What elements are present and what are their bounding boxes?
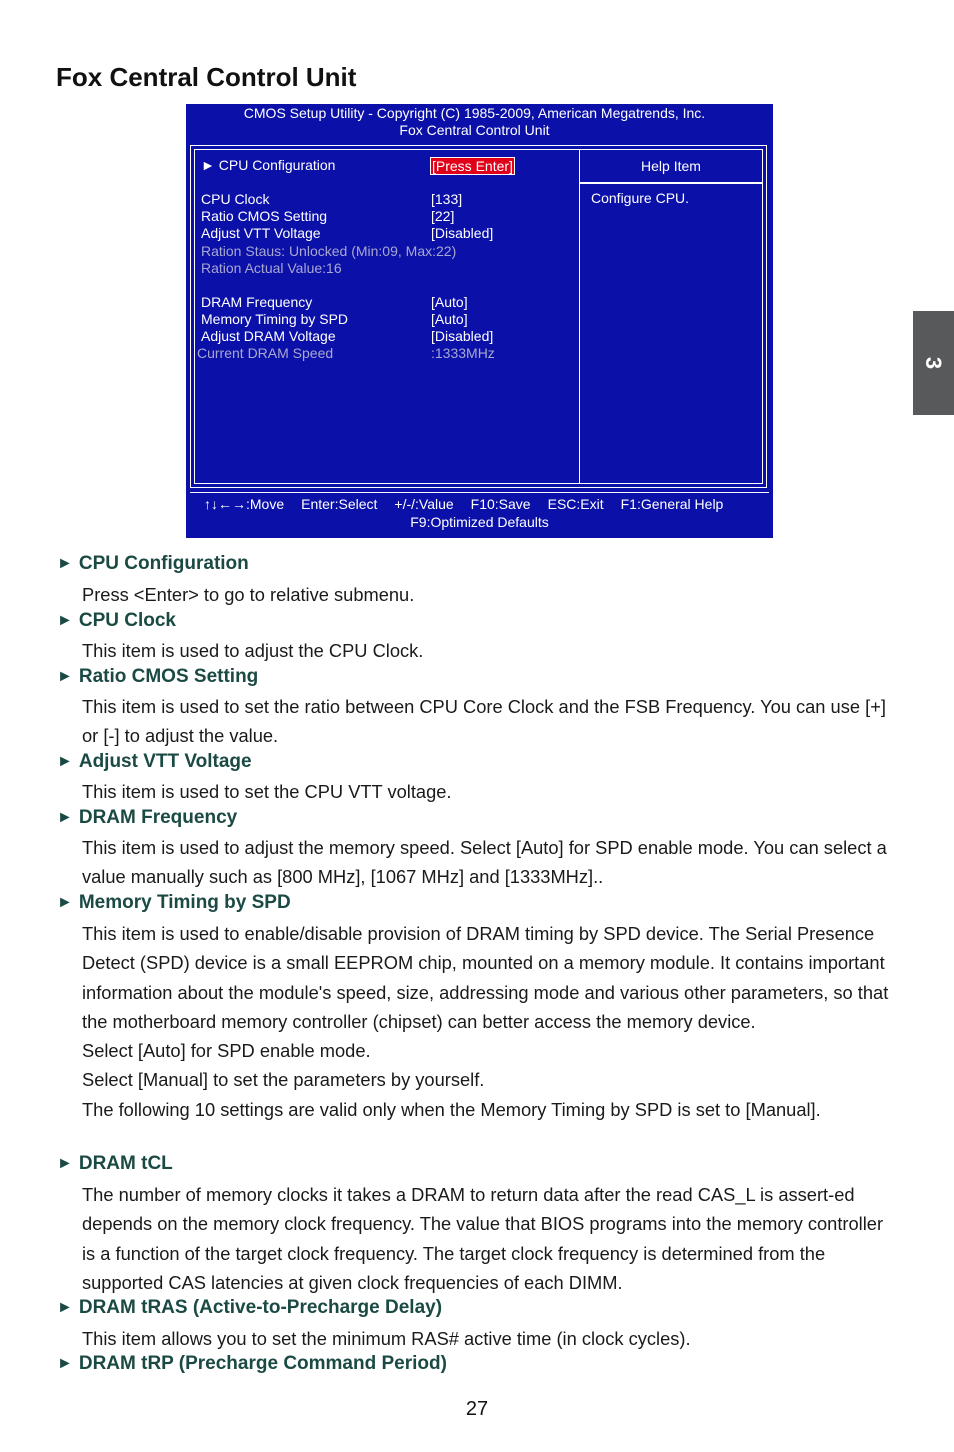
help-panel-rule [580, 182, 762, 184]
section-body-cpu-configuration [82, 580, 892, 609]
bios-info-ratio-actual: Ration Actual Value:16 [201, 260, 342, 276]
bios-screen [186, 104, 773, 538]
page-title: Fox Central Control Unit [56, 62, 357, 92]
bios-item-cpu-clock-value[interactable]: [133] [431, 191, 463, 207]
bios-info-ratio-status: Ration Staus: Unlocked (Min:09, Max:22) [201, 243, 457, 259]
section-body-memory-timing [82, 919, 892, 1124]
key-hint-defaults: F9:Optimized Defaults [410, 514, 549, 530]
section-heading-dram-tcl [57, 1153, 173, 1175]
chapter-number: 3 [921, 356, 947, 370]
key-hint-select: Enter:Select [301, 496, 378, 512]
section-heading-ratio-cmos [57, 666, 258, 688]
bios-item-cpu-clock[interactable] [201, 191, 269, 208]
section-heading-text: Ratio CMOS Setting [78, 666, 259, 687]
bios-item-label: Adjust DRAM Voltage [201, 328, 336, 344]
section-body-adjust-vtt [82, 777, 892, 806]
page-number: 27 [465, 1398, 489, 1420]
triangle-right-icon: ► [57, 668, 73, 685]
bios-item-memory-timing-value[interactable]: [Auto] [431, 311, 468, 327]
triangle-right-icon: ► [57, 809, 73, 826]
bios-item-adjust-vtt[interactable] [201, 225, 321, 242]
bios-footer-rule [190, 492, 769, 493]
paragraph: The following 10 settings are valid only when the Memory Timing by SPD is set to [Manual]. [82, 1098, 821, 1120]
triangle-right-icon: ► [57, 555, 73, 572]
key-hint-save: F10:Save [470, 496, 531, 512]
bios-item-ratio-cmos[interactable] [201, 208, 327, 225]
triangle-right-icon: ► [57, 1355, 73, 1372]
section-heading-memory-timing [57, 892, 291, 914]
bios-info-current-dram-speed: Current DRAM Speed [197, 345, 334, 361]
section-body-dram-tcl [82, 1180, 892, 1297]
bios-item-adjust-vtt-value[interactable]: [Disabled] [431, 225, 494, 241]
paragraph: The number of memory clocks it takes a DRAM to return data after the read CAS_L is assert-ed depends on the memory clock frequency. The value that BIOS programs into the memory controller is a function of the target clock frequency. The target clock frequency is determined from the supported CAS latencies at given clock frequencies of each DIMM. [82, 1184, 884, 1293]
paragraph: This item is used to set the CPU VTT voltage. [82, 781, 452, 802]
chapter-tab [913, 311, 954, 415]
bios-item-label: Adjust VTT Voltage [201, 225, 321, 241]
section-body-dram-frequency [82, 833, 892, 892]
section-heading-cpu-configuration [57, 553, 249, 575]
bios-header [186, 104, 773, 138]
paragraph: This item is used to adjust the memory speed. Select [Auto] for SPD enable mode. You can select a value manually such as [800 MHz], [1067 MHz] and [1333MHz].. [82, 837, 887, 888]
triangle-right-icon: ► [57, 1299, 73, 1316]
bios-item-label: ► CPU Configuration [201, 157, 336, 173]
bios-inner-frame [194, 149, 763, 484]
triangle-right-icon: ► [57, 753, 73, 770]
section-body-dram-tras [82, 1324, 892, 1353]
paragraph: This item is used to adjust the CPU Clock. [82, 640, 424, 661]
bios-item-adjust-dram[interactable] [201, 328, 336, 345]
bios-item-cpu-configuration[interactable] [201, 157, 335, 174]
section-heading-text: Adjust VTT Voltage [78, 751, 252, 772]
section-heading-text: DRAM Frequency [78, 807, 238, 828]
bios-info-current-dram-speed-value: :1333MHz [431, 345, 495, 361]
triangle-right-icon: ► [57, 894, 73, 911]
bios-item-dram-frequency-value[interactable]: [Auto] [431, 294, 468, 310]
key-hint-move: ↑↓←→:Move [204, 496, 285, 512]
section-body-cpu-clock [82, 636, 892, 665]
key-hint-exit: ESC:Exit [547, 496, 604, 512]
bios-divider [579, 150, 580, 483]
bios-item-cpu-configuration-value[interactable] [430, 158, 515, 175]
paragraph: This item is used to set the ratio between CPU Core Clock and the FSB Frequency. You can use [+] or [-] to adjust the value. [82, 696, 886, 747]
bios-item-ratio-cmos-value[interactable]: [22] [431, 208, 455, 224]
section-heading-cpu-clock [57, 610, 176, 632]
section-heading-text: DRAM tCL [78, 1153, 173, 1174]
bios-footer-keys [204, 496, 740, 512]
bios-item-adjust-dram-value[interactable]: [Disabled] [431, 328, 494, 344]
press-enter-badge: [Press Enter] [432, 158, 513, 174]
section-heading-adjust-vtt [57, 751, 252, 773]
section-heading-text: Memory Timing by SPD [78, 892, 291, 913]
bios-item-label: Memory Timing by SPD [201, 311, 349, 327]
section-heading-text: CPU Clock [78, 610, 176, 631]
bios-item-label: CPU Clock [201, 191, 270, 207]
paragraph: This item is used to enable/disable provision of DRAM timing by SPD device. The Serial Presence Detect (SPD) device is a small EEPROM chip, mounted on a memory module. It contains important information about the module's speed, size, addressing mode and various other parameters, so that the motherboard memory controller (chipset) can better access the memory device. [82, 923, 889, 1032]
bios-main-frame [190, 145, 767, 488]
bios-item-label: Ratio CMOS Setting [201, 208, 328, 224]
help-panel-text: Configure CPU. [591, 190, 690, 206]
paragraph: Select [Manual] to set the parameters by yourself. [82, 1069, 485, 1091]
section-heading-text: CPU Configuration [78, 553, 249, 574]
help-panel-title: Help Item [641, 158, 701, 174]
paragraph: This item allows you to set the minimum RAS# active time (in clock cycles). [82, 1328, 691, 1349]
section-heading-text: DRAM tRP (Precharge Command Period) [78, 1353, 447, 1374]
section-body-ratio-cmos [82, 692, 892, 751]
bios-header-title: Fox Central Control Unit [399, 121, 550, 138]
bios-item-dram-frequency[interactable] [201, 294, 312, 311]
section-heading-dram-tras [57, 1297, 442, 1319]
bios-item-memory-timing[interactable] [201, 311, 348, 328]
triangle-right-icon: ► [57, 612, 73, 629]
paragraph: Press <Enter> to go to relative submenu. [82, 584, 415, 605]
triangle-right-icon: ► [57, 1155, 73, 1172]
bios-header-copyright: CMOS Setup Utility - Copyright (C) 1985-2009, American Megatrends, Inc. [243, 105, 706, 121]
paragraph: Select [Auto] for SPD enable mode. [82, 1040, 371, 1062]
key-hint-value: +/-/:Value [394, 496, 454, 512]
section-heading-text: DRAM tRAS (Active-to-Precharge Delay) [78, 1297, 443, 1318]
section-heading-dram-frequency [57, 807, 237, 829]
key-hint-help: F1:General Help [620, 496, 724, 512]
section-heading-dram-trp [57, 1353, 447, 1375]
bios-item-label: DRAM Frequency [201, 294, 313, 310]
